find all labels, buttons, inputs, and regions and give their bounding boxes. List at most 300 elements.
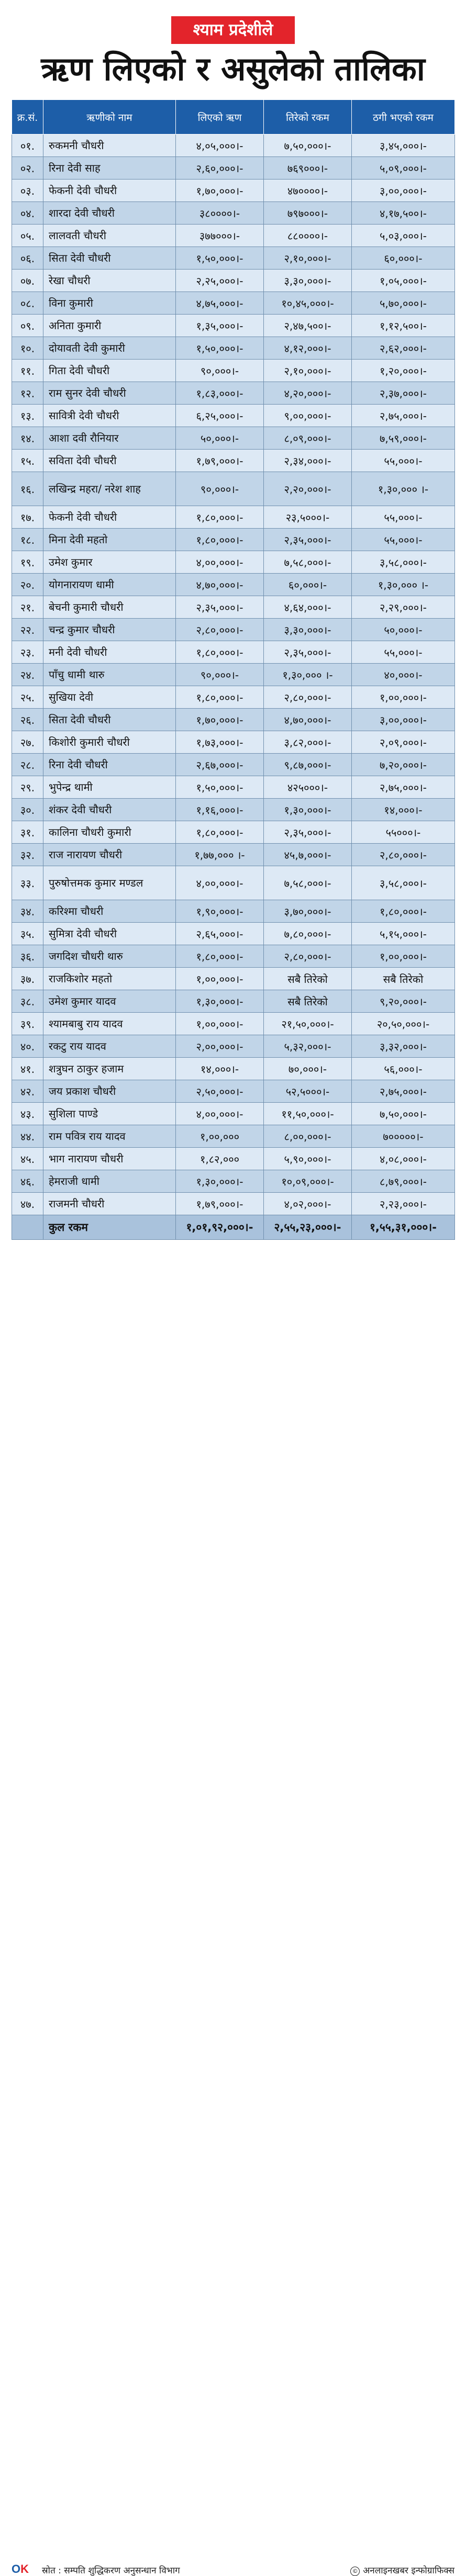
serial-cell: २३. bbox=[12, 641, 43, 664]
name-cell: आशा दवी रौनियार bbox=[43, 427, 176, 450]
name-cell: जगदिश चौधरी थारु bbox=[43, 945, 176, 968]
loan-cell: १,५०,०००।- bbox=[176, 776, 264, 799]
paid-cell: ८,०९,०००।- bbox=[264, 427, 352, 450]
paid-cell: सबै तिरेको bbox=[264, 968, 352, 990]
paid-cell: ३,७०,०००।- bbox=[264, 900, 352, 923]
col-header-paid: तिरेको रकम bbox=[264, 100, 352, 135]
loan-cell: ५०,०००।- bbox=[176, 427, 264, 450]
paid-cell: ७०,०००।- bbox=[264, 1058, 352, 1080]
loan-cell: १,७९,०००।- bbox=[176, 450, 264, 472]
fraud-cell: ३,४५,०००।- bbox=[352, 135, 455, 157]
name-cell: सावित्री देवी चौधरी bbox=[43, 405, 176, 427]
loan-cell: २,८०,०००।- bbox=[176, 619, 264, 641]
table-row bbox=[12, 844, 455, 866]
loan-cell: ६,२५,०००।- bbox=[176, 405, 264, 427]
table-row bbox=[12, 945, 455, 968]
table-row bbox=[12, 405, 455, 427]
loan-cell: १,८०,०००।- bbox=[176, 506, 264, 529]
fraud-cell: १,००,०००।- bbox=[352, 945, 455, 968]
serial-cell: २९. bbox=[12, 776, 43, 799]
table-row bbox=[12, 968, 455, 990]
name-cell: बेचनी कुमारी चौधरी bbox=[43, 596, 176, 619]
fraud-cell: ४०,०००।- bbox=[352, 664, 455, 686]
table-body bbox=[12, 135, 455, 1240]
name-cell: रिना देवी चौधरी bbox=[43, 754, 176, 776]
paid-cell: ४,७०,०००।- bbox=[264, 709, 352, 731]
loan-cell: १,७७,००० ।- bbox=[176, 844, 264, 866]
loan-cell: १,५०,०००।- bbox=[176, 247, 264, 270]
fraud-cell: ३,५८,०००।- bbox=[352, 551, 455, 574]
serial-cell: ३६. bbox=[12, 945, 43, 968]
table-row bbox=[12, 1035, 455, 1058]
loan-cell: १,८०,०००।- bbox=[176, 686, 264, 709]
serial-cell: १४. bbox=[12, 427, 43, 450]
onlinekhabar-logo bbox=[12, 2562, 35, 2576]
name-cell: शत्रुघन ठाकुर हजाम bbox=[43, 1058, 176, 1080]
paid-cell: ४५,७,०००।- bbox=[264, 844, 352, 866]
name-cell: फेकनी देवी चौधरी bbox=[43, 180, 176, 202]
loan-cell: १,९०,०००।- bbox=[176, 900, 264, 923]
col-header-loan: लिएको ऋण bbox=[176, 100, 264, 135]
serial-cell: ०७. bbox=[12, 270, 43, 292]
serial-cell: ०१. bbox=[12, 135, 43, 157]
fraud-cell: १४,०००।- bbox=[352, 799, 455, 821]
table-row bbox=[12, 506, 455, 529]
table-row bbox=[12, 202, 455, 225]
serial-cell: ३३. bbox=[12, 866, 43, 900]
name-cell: पुरुषोत्तमक कुमार मण्डल bbox=[43, 866, 176, 900]
name-cell: मिना देवी महतो bbox=[43, 529, 176, 551]
serial-cell: १३. bbox=[12, 405, 43, 427]
loan-cell: १४,०००।- bbox=[176, 1058, 264, 1080]
loan-cell: ४,००,०००।- bbox=[176, 1103, 264, 1125]
table-row bbox=[12, 1170, 455, 1193]
fraud-cell: २,०९,०००।- bbox=[352, 731, 455, 754]
loan-cell: ९०,०००।- bbox=[176, 664, 264, 686]
loan-cell: १,१६,०००।- bbox=[176, 799, 264, 821]
paid-cell: ५२,५०००।- bbox=[264, 1080, 352, 1103]
table-row bbox=[12, 866, 455, 900]
paid-cell: ९,८७,०००।- bbox=[264, 754, 352, 776]
table-row bbox=[12, 292, 455, 315]
paid-cell: ४,२०,०००।- bbox=[264, 382, 352, 405]
paid-cell: ७,५८,०००।- bbox=[264, 551, 352, 574]
fraud-cell: ७,५९,०००।- bbox=[352, 427, 455, 450]
serial-cell: १७. bbox=[12, 506, 43, 529]
name-cell: विना कुमारी bbox=[43, 292, 176, 315]
name-cell: भाग नारायण चौधरी bbox=[43, 1148, 176, 1170]
paid-cell: २,१०,०००।- bbox=[264, 360, 352, 382]
serial-cell: ४१. bbox=[12, 1058, 43, 1080]
table-row bbox=[12, 1103, 455, 1125]
table-row bbox=[12, 337, 455, 360]
fraud-cell: ९,२०,०००।- bbox=[352, 990, 455, 1013]
table-row bbox=[12, 596, 455, 619]
table-row bbox=[12, 900, 455, 923]
fraud-cell: १,३०,००० ।- bbox=[352, 574, 455, 596]
paid-cell: ७,८०,०००।- bbox=[264, 923, 352, 945]
serial-cell: १९. bbox=[12, 551, 43, 574]
fraud-cell: ५५,०००।- bbox=[352, 450, 455, 472]
paid-cell: २,४७,५००।- bbox=[264, 315, 352, 337]
loan-cell: ३८००००।- bbox=[176, 202, 264, 225]
name-cell: राजकिशोर महतो bbox=[43, 968, 176, 990]
loan-cell: २,००,०००।- bbox=[176, 1035, 264, 1058]
serial-cell: ०२. bbox=[12, 157, 43, 180]
name-cell: रुकमनी चौधरी bbox=[43, 135, 176, 157]
fraud-cell: २,६२,०००।- bbox=[352, 337, 455, 360]
total-row bbox=[12, 1215, 455, 1240]
name-cell: शंकर देवी चौधरी bbox=[43, 799, 176, 821]
paid-cell: ५,९०,०००।- bbox=[264, 1148, 352, 1170]
serial-cell: ३१. bbox=[12, 821, 43, 844]
serial-cell: २१. bbox=[12, 596, 43, 619]
paid-cell: १०,४५,०००।- bbox=[264, 292, 352, 315]
serial-cell: १०. bbox=[12, 337, 43, 360]
paid-cell: २,३४,०००।- bbox=[264, 450, 352, 472]
loan-cell: १,००,०००।- bbox=[176, 968, 264, 990]
loan-cell: १,८३,०००।- bbox=[176, 382, 264, 405]
name-cell: दोयावती देवी कुमारी bbox=[43, 337, 176, 360]
footer bbox=[0, 1280, 466, 2576]
serial-cell: १८. bbox=[12, 529, 43, 551]
loan-cell: १,८२,००० bbox=[176, 1148, 264, 1170]
table-header bbox=[12, 100, 455, 135]
name-cell: उमेश कुमार यादव bbox=[43, 990, 176, 1013]
paid-cell: २,३५,०००।- bbox=[264, 641, 352, 664]
table-row bbox=[12, 315, 455, 337]
name-cell: सिता देवी चौधरी bbox=[43, 709, 176, 731]
fraud-cell: २,७५,०००।- bbox=[352, 405, 455, 427]
name-cell: सिता देवी चौधरी bbox=[43, 247, 176, 270]
serial-cell: १६. bbox=[12, 472, 43, 506]
serial-cell: ३७. bbox=[12, 968, 43, 990]
loan-cell: २,६७,०००।- bbox=[176, 754, 264, 776]
name-cell: लखिन्द्र महरा/ नरेश शाह bbox=[43, 472, 176, 506]
fraud-cell: २,२३,०००।- bbox=[352, 1193, 455, 1215]
serial-cell: ०४. bbox=[12, 202, 43, 225]
table-row bbox=[12, 1058, 455, 1080]
paid-cell: ६०,०००।- bbox=[264, 574, 352, 596]
fraud-cell: ८,७९,०००।- bbox=[352, 1170, 455, 1193]
serial-cell: १५. bbox=[12, 450, 43, 472]
header bbox=[0, 0, 466, 99]
serial-cell: ३५. bbox=[12, 923, 43, 945]
name-cell: राजमनी चौधरी bbox=[43, 1193, 176, 1215]
fraud-cell: ३,५८,०००।- bbox=[352, 866, 455, 900]
name-cell: सुखिया देवी bbox=[43, 686, 176, 709]
name-cell: गिता देवी चौधरी bbox=[43, 360, 176, 382]
paid-cell: सबै तिरेको bbox=[264, 990, 352, 1013]
name-cell: सुशिला पाण्डे bbox=[43, 1103, 176, 1125]
table-row bbox=[12, 709, 455, 731]
fraud-cell: ३,००,०००।- bbox=[352, 709, 455, 731]
paid-cell: ९,००,०००।- bbox=[264, 405, 352, 427]
fraud-cell: ७,२०,०००।- bbox=[352, 754, 455, 776]
loan-cell: ४,७५,०००।- bbox=[176, 292, 264, 315]
loan-cell: २,५०,०००।- bbox=[176, 1080, 264, 1103]
table-row bbox=[12, 641, 455, 664]
paid-cell: ३,८२,०००।- bbox=[264, 731, 352, 754]
serial-cell: ३४. bbox=[12, 900, 43, 923]
fraud-cell: ५५,०००।- bbox=[352, 641, 455, 664]
paid-cell: ४,१२,०००।- bbox=[264, 337, 352, 360]
total-blank-cell bbox=[12, 1215, 43, 1240]
table-row bbox=[12, 1193, 455, 1215]
table-row bbox=[12, 529, 455, 551]
name-cell: रकटु राय यादव bbox=[43, 1035, 176, 1058]
fraud-cell: ३,००,०००।- bbox=[352, 180, 455, 202]
name-cell: रिना देवी साह bbox=[43, 157, 176, 180]
name-cell: जय प्रकाश चौधरी bbox=[43, 1080, 176, 1103]
fraud-cell: २,७५,०००।- bbox=[352, 1080, 455, 1103]
loan-cell: १,३०,०००।- bbox=[176, 990, 264, 1013]
serial-cell: ३२. bbox=[12, 844, 43, 866]
table-row bbox=[12, 180, 455, 202]
loan-cell: १,७०,०००।- bbox=[176, 180, 264, 202]
paid-cell: ११,५०,०००।- bbox=[264, 1103, 352, 1125]
loan-cell: १,७९,०००।- bbox=[176, 1193, 264, 1215]
serial-cell: ४६. bbox=[12, 1170, 43, 1193]
fraud-cell: ५,१५,०००।- bbox=[352, 923, 455, 945]
name-cell: सविता देवी चौधरी bbox=[43, 450, 176, 472]
paid-cell: २,८०,०००।- bbox=[264, 686, 352, 709]
loan-cell: ९०,०००।- bbox=[176, 472, 264, 506]
table-row bbox=[12, 360, 455, 382]
table-row bbox=[12, 923, 455, 945]
serial-cell: ०८. bbox=[12, 292, 43, 315]
page-title: ऋण लिएको र असुलेको तालिका bbox=[41, 50, 425, 88]
table-row bbox=[12, 799, 455, 821]
col-header-serial: क्र.सं. bbox=[12, 100, 43, 135]
name-cell: चन्द्र कुमार चौधरी bbox=[43, 619, 176, 641]
table-row bbox=[12, 427, 455, 450]
paid-cell: ७६९०००।- bbox=[264, 157, 352, 180]
paid-cell: १,३०,०००।- bbox=[264, 799, 352, 821]
fraud-cell: ५,७०,०००।- bbox=[352, 292, 455, 315]
total-paid: २,५५,२३,०००।- bbox=[264, 1215, 352, 1240]
loan-cell: ३७७०००।- bbox=[176, 225, 264, 247]
paid-cell: २,८०,०००।- bbox=[264, 945, 352, 968]
fraud-cell: २,२९,०००।- bbox=[352, 596, 455, 619]
fraud-cell: ५५,०००।- bbox=[352, 506, 455, 529]
name-cell: सुमित्रा देवी चौधरी bbox=[43, 923, 176, 945]
paid-cell: ४७००००।- bbox=[264, 180, 352, 202]
table-row bbox=[12, 731, 455, 754]
serial-cell: ३९. bbox=[12, 1013, 43, 1035]
serial-cell: २७. bbox=[12, 731, 43, 754]
table-row bbox=[12, 225, 455, 247]
fraud-cell: १,३०,००० ।- bbox=[352, 472, 455, 506]
paid-cell: ७९७०००।- bbox=[264, 202, 352, 225]
serial-cell: २५. bbox=[12, 686, 43, 709]
paid-cell: १०,०९,०००।- bbox=[264, 1170, 352, 1193]
fraud-cell: १,१२,५००।- bbox=[352, 315, 455, 337]
loan-cell: ४,००,०००।- bbox=[176, 866, 264, 900]
col-header-fraud: ठगी भएको रकम bbox=[352, 100, 455, 135]
table-row bbox=[12, 1148, 455, 1170]
table-row bbox=[12, 754, 455, 776]
serial-cell: ४७. bbox=[12, 1193, 43, 1215]
loan-cell: १,८०,०००।- bbox=[176, 529, 264, 551]
table-row bbox=[12, 270, 455, 292]
source-note: स्रोत : सम्पति शुद्धिकरण अनुसन्धान विभाग bbox=[42, 2566, 180, 2576]
serial-cell: ४५. bbox=[12, 1148, 43, 1170]
name-cell: पाँचु धामी थारु bbox=[43, 664, 176, 686]
name-cell: उमेश कुमार bbox=[43, 551, 176, 574]
serial-cell: २८. bbox=[12, 754, 43, 776]
name-cell: राज नारायण चौधरी bbox=[43, 844, 176, 866]
fraud-cell: ३,३२,०००।- bbox=[352, 1035, 455, 1058]
paid-cell: ३,३०,०००।- bbox=[264, 619, 352, 641]
serial-cell: ०९. bbox=[12, 315, 43, 337]
name-cell: करिश्मा चौधरी bbox=[43, 900, 176, 923]
serial-cell: २४. bbox=[12, 664, 43, 686]
serial-cell: ४०. bbox=[12, 1035, 43, 1058]
name-cell: किशोरी कुमारी चौधरी bbox=[43, 731, 176, 754]
serial-cell: ४४. bbox=[12, 1125, 43, 1148]
loan-cell: १,३०,०००।- bbox=[176, 1170, 264, 1193]
serial-cell: ३८. bbox=[12, 990, 43, 1013]
paid-cell: २,१०,०००।- bbox=[264, 247, 352, 270]
total-fraud: १,५५,३१,०००।- bbox=[352, 1215, 455, 1240]
fraud-cell: १,००,०००।- bbox=[352, 686, 455, 709]
table-row bbox=[12, 619, 455, 641]
loan-cell: २,६५,०००।- bbox=[176, 923, 264, 945]
table-row bbox=[12, 1080, 455, 1103]
fraud-cell: ७,५०,०००।- bbox=[352, 1103, 455, 1125]
table-row bbox=[12, 472, 455, 506]
serial-cell: ०५. bbox=[12, 225, 43, 247]
paid-cell: ८८००००।- bbox=[264, 225, 352, 247]
fraud-cell: ४,१७,५००।- bbox=[352, 202, 455, 225]
loan-cell: ४,०५,०००।- bbox=[176, 135, 264, 157]
table-row bbox=[12, 1013, 455, 1035]
serial-cell: २२. bbox=[12, 619, 43, 641]
paid-cell: २३,५०००।- bbox=[264, 506, 352, 529]
fraud-cell: ५६,०००।- bbox=[352, 1058, 455, 1080]
fraud-cell: ५,०३,०००।- bbox=[352, 225, 455, 247]
loan-cell: ४,७०,०००।- bbox=[176, 574, 264, 596]
name-cell: भुपेन्द्र थामी bbox=[43, 776, 176, 799]
loan-cell: ९०,०००।- bbox=[176, 360, 264, 382]
name-cell: हेमराजी धामी bbox=[43, 1170, 176, 1193]
loan-cell: ४,००,०००।- bbox=[176, 551, 264, 574]
paid-cell: २,३५,०००।- bbox=[264, 529, 352, 551]
paid-cell: ८,००,०००।- bbox=[264, 1125, 352, 1148]
fraud-cell: सबै तिरेको bbox=[352, 968, 455, 990]
total-label: कुल रकम bbox=[43, 1215, 176, 1240]
paid-cell: ३,३०,०००।- bbox=[264, 270, 352, 292]
fraud-cell: ५५,०००।- bbox=[352, 529, 455, 551]
subtitle-banner: श्याम प्रदेशीले bbox=[171, 16, 295, 44]
credit-text: अनलाइनखबर इन्फोग्राफिक्स bbox=[363, 2566, 454, 2576]
fraud-cell: २,७५,०००।- bbox=[352, 776, 455, 799]
table-row bbox=[12, 382, 455, 405]
paid-cell: १,३०,००० ।- bbox=[264, 664, 352, 686]
fraud-cell: ५,०९,०००।- bbox=[352, 157, 455, 180]
table-row bbox=[12, 551, 455, 574]
loan-cell: १,८०,०००।- bbox=[176, 821, 264, 844]
paid-cell: २,२०,०००।- bbox=[264, 472, 352, 506]
serial-cell: २६. bbox=[12, 709, 43, 731]
name-cell: शारदा देवी चौधरी bbox=[43, 202, 176, 225]
fraud-cell: २०,५०,०००।- bbox=[352, 1013, 455, 1035]
table-row bbox=[12, 686, 455, 709]
fraud-cell: ४,०८,०००।- bbox=[352, 1148, 455, 1170]
table-row bbox=[12, 1125, 455, 1148]
serial-cell: १२. bbox=[12, 382, 43, 405]
table-row bbox=[12, 135, 455, 157]
loan-cell: १,७०,०००।- bbox=[176, 709, 264, 731]
name-cell: अनिता कुमारी bbox=[43, 315, 176, 337]
table-row bbox=[12, 776, 455, 799]
loan-cell: १,००,००० bbox=[176, 1125, 264, 1148]
name-cell: कालिना चौधरी कुमारी bbox=[43, 821, 176, 844]
serial-cell: ३०. bbox=[12, 799, 43, 821]
col-header-name: ऋणीको नाम bbox=[43, 100, 176, 135]
loan-cell: २,३५,०००।- bbox=[176, 596, 264, 619]
loan-cell: १,००,०००।- bbox=[176, 1013, 264, 1035]
paid-cell: २,३५,०००।- bbox=[264, 821, 352, 844]
fraud-cell: १,०५,०००।- bbox=[352, 270, 455, 292]
name-cell: योगनारायण धामी bbox=[43, 574, 176, 596]
total-loan: १,०१,९२,०००।- bbox=[176, 1215, 264, 1240]
paid-cell: ७,५०,०००।- bbox=[264, 135, 352, 157]
paid-cell: ४,६४,०००।- bbox=[264, 596, 352, 619]
loan-table bbox=[12, 99, 455, 1240]
fraud-cell: २,८०,०००।- bbox=[352, 844, 455, 866]
loan-cell: १,८०,०००।- bbox=[176, 641, 264, 664]
table-row bbox=[12, 664, 455, 686]
table-row bbox=[12, 574, 455, 596]
serial-cell: २०. bbox=[12, 574, 43, 596]
name-cell: लालवती चौधरी bbox=[43, 225, 176, 247]
loan-cell: १,७३,०००।- bbox=[176, 731, 264, 754]
name-cell: राम सुनर देवी चौधरी bbox=[43, 382, 176, 405]
serial-cell: ४२. bbox=[12, 1080, 43, 1103]
fraud-cell: १,२०,०००।- bbox=[352, 360, 455, 382]
name-cell: फेकनी देवी चौधरी bbox=[43, 506, 176, 529]
table-row bbox=[12, 157, 455, 180]
table-row bbox=[12, 450, 455, 472]
fraud-cell: ५०,०००।- bbox=[352, 619, 455, 641]
logo-text: OK bbox=[12, 2562, 29, 2575]
loan-cell: १,८०,०००।- bbox=[176, 945, 264, 968]
name-cell: मनी देवी चौधरी bbox=[43, 641, 176, 664]
fraud-cell: २,३७,०००।- bbox=[352, 382, 455, 405]
name-cell: रेखा चौधरी bbox=[43, 270, 176, 292]
loan-cell: २,२५,०००।- bbox=[176, 270, 264, 292]
fraud-cell: १,८०,०००।- bbox=[352, 900, 455, 923]
serial-cell: ४३. bbox=[12, 1103, 43, 1125]
copyright-icon: © bbox=[350, 2567, 360, 2576]
serial-cell: ०३. bbox=[12, 180, 43, 202]
table-row bbox=[12, 821, 455, 844]
credit bbox=[350, 2564, 454, 2576]
loan-cell: २,६०,०००।- bbox=[176, 157, 264, 180]
paid-cell: ५,३२,०००।- bbox=[264, 1035, 352, 1058]
fraud-cell: ६०,०००।- bbox=[352, 247, 455, 270]
name-cell: राम पवित्र राय यादव bbox=[43, 1125, 176, 1148]
serial-cell: ०६. bbox=[12, 247, 43, 270]
serial-cell: ११. bbox=[12, 360, 43, 382]
paid-cell: २१,५०,०००।- bbox=[264, 1013, 352, 1035]
loan-cell: १,५०,०००।- bbox=[176, 337, 264, 360]
fraud-cell: ५५०००।- bbox=[352, 821, 455, 844]
name-cell: श्यामबाबु राय यादव bbox=[43, 1013, 176, 1035]
loan-cell: १,३५,०००।- bbox=[176, 315, 264, 337]
